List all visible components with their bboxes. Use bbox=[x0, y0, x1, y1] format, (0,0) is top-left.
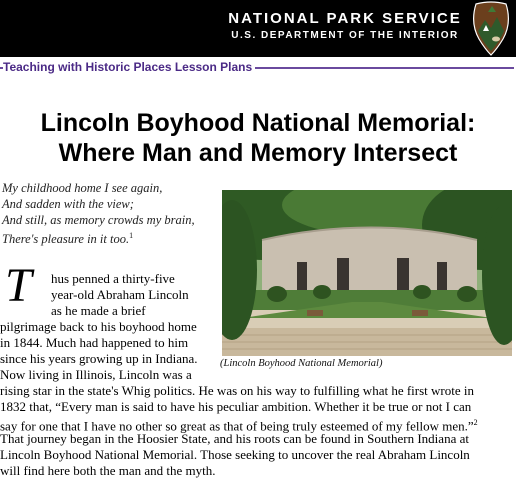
body-line: That journey began in the Hoosier State, and his roots can be found in Southern Indiana at bbox=[0, 431, 469, 446]
body-line: hus penned a thirty-five bbox=[51, 271, 175, 286]
poem-line: And still, as memory crowds my brain, bbox=[2, 213, 195, 227]
title-line-1: Lincoln Boyhood National Memorial: bbox=[40, 109, 476, 137]
drop-cap: T bbox=[5, 259, 32, 312]
body-line: year-old Abraham Lincoln bbox=[51, 287, 189, 302]
poem-line: My childhood home I see again, bbox=[2, 181, 163, 195]
agency-name: NATIONAL PARK SERVICE bbox=[228, 10, 462, 27]
footnote-ref[interactable]: 1 bbox=[129, 231, 134, 240]
photo-caption: (Lincoln Boyhood National Memorial) bbox=[220, 358, 383, 369]
nps-arrowhead-icon[interactable] bbox=[470, 1, 512, 56]
series-link[interactable]: Teaching with Historic Places Lesson Plans bbox=[3, 60, 255, 74]
body-line: rising star in the state's Whig politics. He was on his way to fulfilling what he first wrote in bbox=[0, 383, 474, 398]
body-line: in 1844. Much had happened to him bbox=[0, 335, 189, 350]
body-line: as he made a brief bbox=[51, 303, 146, 318]
body-line: Lincoln Boyhood National Memorial. Those seeking to uncover the real Abraham Lincoln bbox=[0, 447, 470, 462]
poem-line: And sadden with the view; bbox=[2, 197, 134, 211]
body-line: since his years growing up in Indiana. bbox=[0, 351, 198, 366]
memorial-photo bbox=[222, 190, 512, 356]
footnote-ref[interactable]: 2 bbox=[473, 418, 478, 427]
page-title bbox=[0, 108, 516, 168]
body-line: say for one that I have no other so great as that of being truly esteemed of my fellow men.”$^2$ bbox=[0, 418, 478, 434]
poem-line: There's pleasure in it too.$^1$ bbox=[2, 231, 134, 247]
memorial-photo-image bbox=[222, 190, 512, 356]
body-line: Now living in Illinois, Lincoln was a bbox=[0, 367, 192, 382]
body-line: pilgrimage back to his boyhood home bbox=[0, 319, 197, 334]
series-bar bbox=[0, 60, 516, 76]
title-line-2: Where Man and Memory Intersect bbox=[58, 139, 458, 167]
body-line: will find here both the man and the myth. bbox=[0, 463, 216, 478]
nps-header-banner bbox=[0, 0, 516, 57]
department-name: U.S. DEPARTMENT OF THE INTERIOR bbox=[231, 30, 459, 41]
body-line: 1832 that, “Every man is said to have his peculiar ambition. Whether it be true or not I can bbox=[0, 399, 472, 414]
epigraph-poem bbox=[2, 180, 217, 247]
